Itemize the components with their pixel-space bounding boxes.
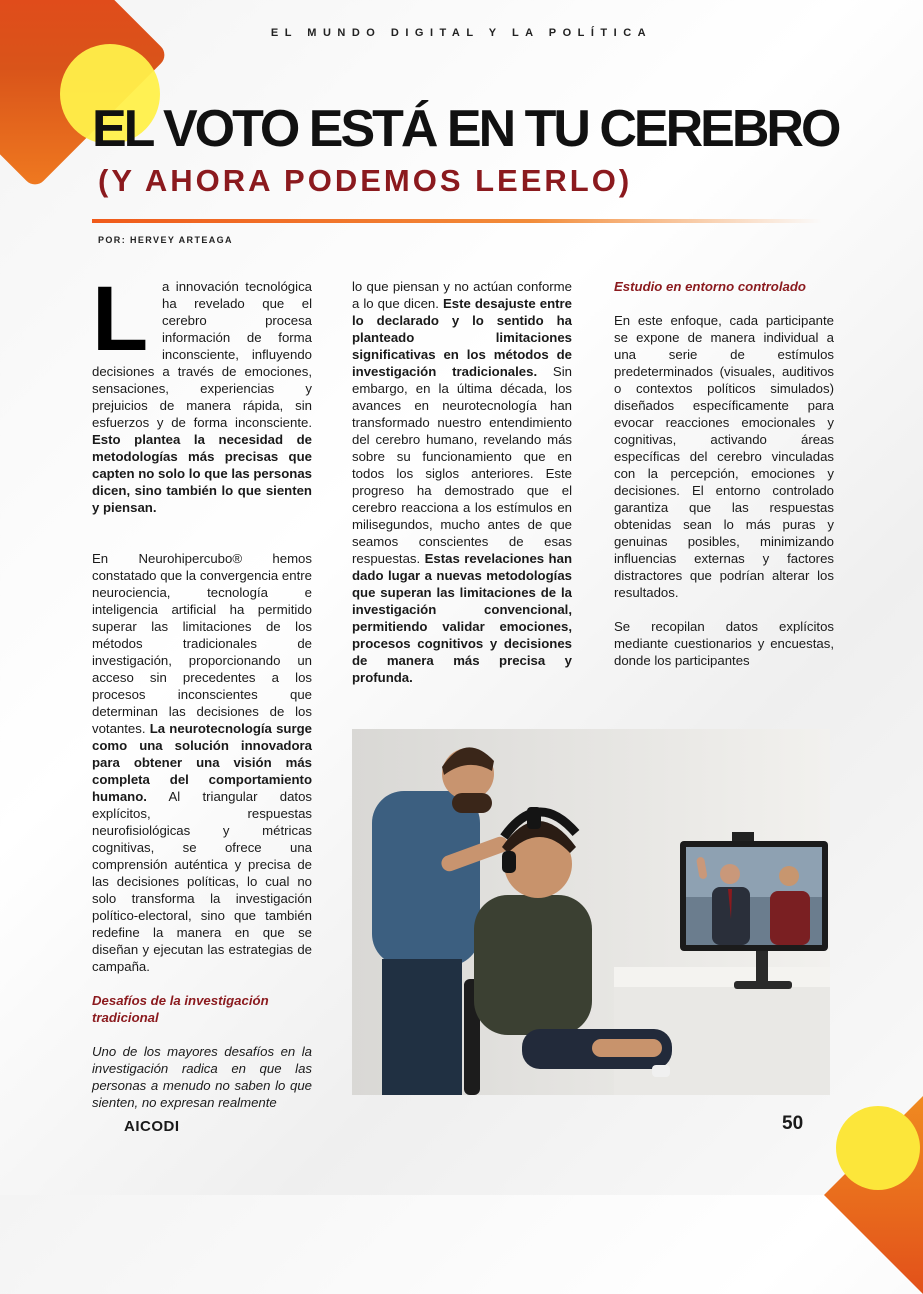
paragraph-neuro	[92, 550, 312, 975]
paragraph-text: a innovación tecnológica ha revelado que el cerebro procesa información de forma inconsciente, influyendo decisiones a través de emociones, sensaciones, experiencias y prejuicios de manera rápida, sin esfuerzos y de forma inconsciente.	[92, 279, 312, 430]
article-photo	[352, 729, 830, 1095]
byline: POR: HERVEY ARTEAGA	[98, 235, 233, 245]
paragraph-text: lo que piensan y no actúan conforme a lo que dicen.	[352, 279, 572, 311]
paragraph-intro	[92, 268, 312, 516]
column-2	[352, 278, 572, 686]
yellow-circle-decoration-bottom	[836, 1106, 920, 1190]
paragraph-text: Al triangular datos explícitos, respuestas neurofisiológicas y métricas cognitivas, se ofrece una comprensión auténtica y precisa de las decisiones políticas, lo cual no solo transforma la investigación político-electoral, sino que también redefine la manera en que se diseñan y ejecutan las estrategias de campaña.	[92, 789, 312, 974]
paragraph-text: Sin embargo, en la última década, los avances en neurotecnología han transformado nuestro entendimiento del cerebro humano, revelando más sobre su funcionamiento que en todos los siglos anteriores. Este progreso ha demostrado que el cerebro reacciona a los estímulos en milisegundos, mucho antes de que seamos conscientes de esas respuestas.	[352, 364, 572, 566]
section-heading: Desafíos de la investigación tradicional	[92, 993, 269, 1025]
paragraph-continuation	[352, 278, 572, 686]
paragraph-emphasis: La neurotecnología surge como una solución innovadora para obtener una visión más completa del comportamiento humano.	[92, 721, 312, 804]
page-number: 50	[782, 1113, 804, 1134]
paragraph-emphasis: Esto plantea la necesidad de metodologías más precisas que capten no solo lo que las personas dicen, sino también lo que sienten y piensan.	[92, 432, 312, 515]
publication-name: AICODI	[124, 1118, 180, 1135]
paragraph-text: En Neurohipercubo® hemos constatado que la convergencia entre neurociencia, tecnología e inteligencia artificial ha permitido superar las limitaciones de los métodos tradicionales de investigación, proporcionando un acceso sin precedentes a los procesos inconscientes que determinan las decisiones de los votantes.	[92, 551, 312, 736]
paragraph-emphasis: Este desajuste entre lo declarado y lo sentido ha planteado limitaciones significativas en los métodos de investigación tradicionales.	[352, 296, 572, 379]
article-subtitle: (Y AHORA PODEMOS LEERLO)	[98, 163, 633, 198]
paragraph-challenges: Uno de los mayores desafíos en la investigación radica en que las personas a menudo no saben lo que sienten, no expresan realmente	[92, 1044, 312, 1110]
eeg-session-illustration	[352, 729, 830, 1095]
section-heading: Estudio en entorno controlado	[614, 279, 806, 294]
title-divider	[92, 219, 822, 223]
paragraph-study: En este enfoque, cada participante se expone de manera individual a una serie de estímulos predeterminados (visuales, auditivos o contextos políticos simulados) diseñados específicamente para evocar reacciones emocionales y cognitivas, activando áreas específicas del cerebro vinculadas con la percepción, emociones y decisiones. El entorno controlado garantiza que las respuestas obtenidas sean lo más puras y genuinas posibles, minimizando influencias externas y factores distractores que podrían alterar los resultados.	[614, 313, 834, 600]
paragraph-emphasis: Estas revelaciones han dado lugar a nuevas metodologías que superan las limitaciones de la investigación convencional, permitiendo validar emociones, procesos cognitivos y decisiones de manera más precisa y profunda.	[352, 551, 573, 685]
paragraph-data: Se recopilan datos explícitos mediante cuestionarios y encuestas, donde los participantes	[614, 619, 834, 668]
column-1	[92, 268, 312, 1111]
article-title: EL VOTO ESTÁ EN TU CEREBRO	[92, 100, 839, 158]
drop-cap: L	[92, 268, 149, 370]
column-3	[614, 278, 834, 669]
section-kicker: EL MUNDO DIGITAL Y LA POLÍTICA	[270, 27, 653, 39]
